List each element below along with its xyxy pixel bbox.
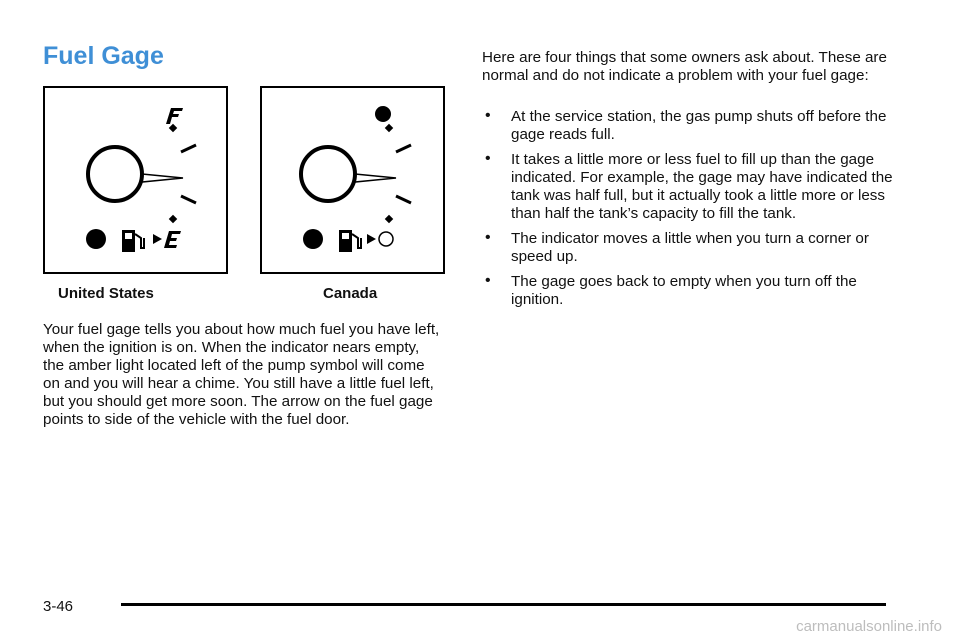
footer-rule <box>121 603 886 606</box>
gauge-needle <box>355 174 396 182</box>
list-item-text: It takes a little more or less fuel to fill up than the gage indicated. For example, the gage may have indicated the tank was half full, but it actually took a little more or less than half the tank’s capacity to fill the tank. <box>511 151 893 222</box>
watermark: carmanualsonline.info <box>796 618 942 635</box>
list-item <box>482 230 912 266</box>
empty-mark-icon <box>164 231 181 248</box>
bullet-icon: • <box>485 229 491 246</box>
fuel-door-arrow-icon <box>367 234 376 244</box>
owner-questions-list <box>482 108 912 316</box>
empty-circle-icon <box>379 232 393 246</box>
list-item-text: The gage goes back to empty when you turn off the ignition. <box>511 273 857 308</box>
gauge-dial <box>301 147 355 201</box>
fuel-pump-icon <box>339 230 361 252</box>
gauge-needle <box>142 174 183 182</box>
fuel-gauge-us <box>43 86 228 274</box>
list-item-text: The indicator moves a little when you turn a corner or speed up. <box>511 230 869 265</box>
owner-questions-intro <box>482 49 912 85</box>
warning-light-icon <box>86 229 106 249</box>
full-mark-icon <box>166 108 183 124</box>
bullet-icon: • <box>485 107 491 124</box>
list-item-text: At the service station, the gas pump shuts off before the gage reads full. <box>511 108 887 143</box>
list-item <box>482 108 912 144</box>
list-item <box>482 151 912 223</box>
bullet-icon: • <box>485 150 491 167</box>
gauge-caption-canada: Canada <box>323 285 378 302</box>
bullet-icon: • <box>485 272 491 289</box>
page-number: 3-46 <box>43 598 74 615</box>
fuel-gauge-canada <box>260 86 445 274</box>
fuel-door-arrow-icon <box>153 234 162 244</box>
gauge-caption-us: United States <box>58 285 154 302</box>
warning-light-icon <box>303 229 323 249</box>
page-title: Fuel Gage <box>43 42 164 70</box>
fuel-pump-icon <box>122 230 144 252</box>
full-circle-icon <box>375 106 391 122</box>
fuel-gage-description <box>43 321 443 429</box>
list-item <box>482 273 912 309</box>
description-paragraph: Your fuel gage tells you about how much fuel you have left, when the ignition is on. When the indicator nears empty, the amber light located left of the pump symbol will come on and you will hear a chime. You still have a little fuel left, but you should get more soon. The arrow on the fuel gage points to side of the vehicle with the fuel door. <box>43 321 440 428</box>
intro-paragraph: Here are four things that some owners ask about. These are normal and do not indicate a problem with your fuel gage: <box>482 49 887 84</box>
gauge-dial <box>88 147 142 201</box>
